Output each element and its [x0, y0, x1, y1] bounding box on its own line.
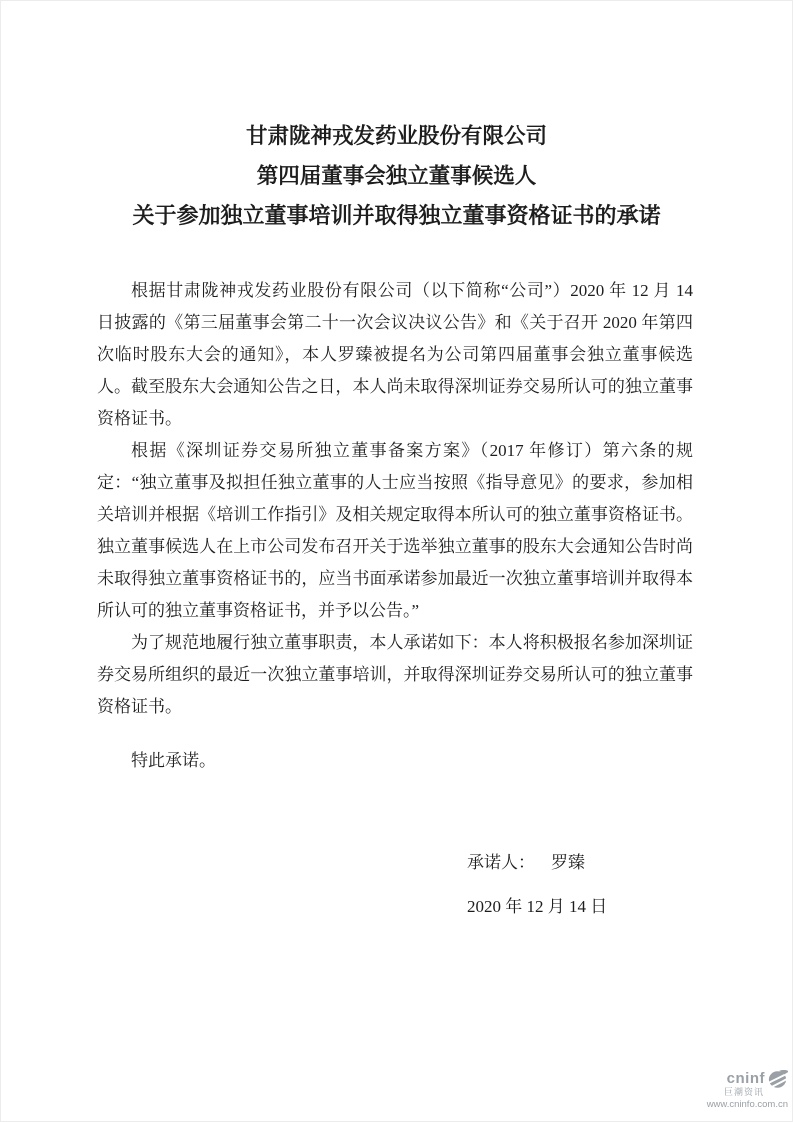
closing-statement: 特此承诺。: [131, 751, 216, 770]
cninfo-brand-text: cninf: [726, 1069, 765, 1087]
cninfo-chinese-name: 巨潮资讯: [723, 1086, 764, 1097]
signature-block: [467, 847, 693, 923]
company-name: 甘肃陇神戎发药业股份有限公司: [245, 124, 547, 148]
document-body: [97, 275, 693, 923]
cninfo-logo-row: [707, 1070, 788, 1089]
signatory-line: [467, 847, 693, 879]
paragraph-1: 根据甘肃陇神戎发药业股份有限公司（以下简称“公司”）2020 年 12 月 14 日披露的《第三届董事会第二十一次会议决议公告》和《关于召开 2020 年第四次临时股东大会的通知》，本人罗臻被提名为公司第四届董事会独立董事候选人。截至股东大会通知公告之日，本人尚未取得深圳证券交易所认可的独立董事资格证书。: [97, 281, 693, 428]
cninfo-url: www.cninfo.com.cn: [706, 1098, 788, 1110]
title-subject-line: 第四届董事会独立董事候选人: [256, 164, 537, 188]
paragraph-3: 为了规范地履行独立董事职责，本人承诺如下：本人将积极报名参加深圳证券交易所组织的最近一次独立董事培训，并取得深圳证券交易所认可的独立董事资格证书。: [97, 633, 693, 716]
swirl-globe-icon: [767, 1070, 788, 1089]
signature-date: 2020 年 12 月 14 日: [467, 897, 608, 916]
paragraph-2: 根据《深圳证券交易所独立董事备案方案》（2017 年修订）第六条的规定：“独立董事及拟担任独立董事的人士应当按照《指导意见》的要求，参加相关培训并根据《培训工作指引》及相关规定取得本所认可的独立董事资格证书。独立董事候选人在上市公司发布召开关于选举独立董事的股东大会通知公告时尚未取得独立董事资格证书的，应当书面承诺参加最近一次独立董事培训并取得本所认可的独立董事资格证书，并予以公告。”: [97, 441, 693, 620]
signatory-name: 罗臻: [551, 853, 585, 872]
title-main-line: 关于参加独立董事培训并取得独立董事资格证书的承诺: [132, 203, 661, 228]
document-title: [0, 0, 793, 236]
signatory-label: 承诺人：: [467, 853, 535, 872]
cninfo-watermark: [707, 1070, 788, 1110]
